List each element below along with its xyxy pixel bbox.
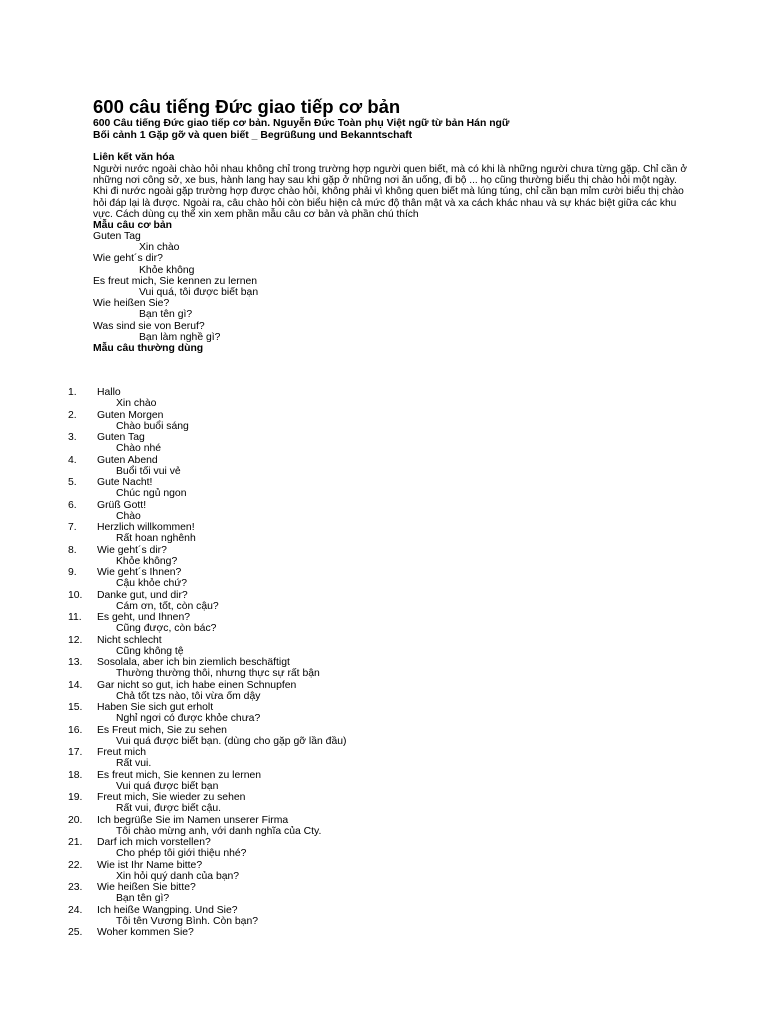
list-item-number: 15. — [68, 702, 83, 713]
list-item-german: Guten Abend — [97, 454, 158, 466]
list-item-number: 1. — [68, 387, 77, 398]
basic-phrase-german: Es freut mich, Sie kennen zu lernen — [93, 275, 258, 287]
list-item-number: 9. — [68, 567, 77, 578]
list-item-vietnamese: Rất hoan nghênh — [116, 533, 196, 545]
list-item-vietnamese: Vui quá được biết bạn — [116, 780, 219, 792]
list-item — [68, 455, 708, 478]
list-item-number: 3. — [68, 432, 77, 443]
list-item — [68, 680, 708, 703]
list-item-german: Freut mich, Sie wieder zu sehen — [97, 792, 246, 803]
list-item — [68, 545, 708, 568]
list-item-number: 19. — [68, 792, 83, 803]
list-item-vietnamese: Cậu khỏe chứ? — [116, 578, 188, 590]
list-item-german: Nicht schlecht — [97, 634, 162, 646]
list-item-number: 6. — [68, 499, 77, 511]
list-item-german: Hallo — [97, 387, 121, 398]
list-item-number: 24. — [68, 904, 83, 916]
list-item — [68, 657, 708, 680]
culture-heading: Liên kết văn hóa — [93, 152, 175, 163]
list-item-vietnamese: Rất vui, được biết cậu. — [116, 803, 222, 815]
list-item — [68, 702, 708, 725]
list-item-german: Sosolala, aber ich bin ziemlich beschäftigt — [97, 657, 290, 668]
list-item — [68, 635, 708, 658]
list-item-german: Guten Tag — [97, 432, 145, 443]
list-item-number: 5. — [68, 477, 77, 488]
culture-paragraph: Người nước ngoài chào hỏi nhau không chỉ trong trường hợp người quen biết, mà có khi là những người chưa từng gặp. Chỉ cần ở những nơi công sở, xe bus, hành lang hay sau khi gặp ở những nơi ăn uống, đi bộ ... họ cũng thường biểu thị chào hỏi một ngày. Khi đi nước ngoài gặp trường hợp được chào hỏi, không phải vì không quen biết mà lúng túng, chỉ cần bạn mỉm cười biểu thị chào hỏi đáp lại là được. Ngoài ra, câu chào hỏi còn biểu hiện cả mức độ thân mật và xa cách khác nhau và sự khác biệt giữa các khu vực. Cách dùng cụ thể xin xem phần mẫu câu cơ bản và phần chú thích — [93, 164, 688, 220]
list-item-number: 14. — [68, 679, 83, 691]
common-heading: Mẫu câu thường dùng — [93, 343, 204, 354]
list-item-number: 13. — [68, 657, 83, 668]
basic-phrase-german: Guten Tag — [93, 231, 141, 242]
list-item-german: Es Freut mich, Sie zu sehen — [97, 724, 227, 736]
list-item-number: 25. — [68, 927, 83, 938]
list-item-vietnamese: Chào nhé — [116, 443, 162, 455]
basic-phrase-german: Wie geht´s dir? — [93, 253, 163, 265]
list-item-number: 11. — [68, 612, 82, 623]
common-phrase-list — [68, 387, 708, 950]
list-item — [68, 927, 708, 950]
list-item-german: Ich begrüße Sie im Namen unserer Firma — [97, 814, 289, 826]
list-item-vietnamese: Nghỉ ngơi có được khỏe chưa? — [116, 713, 261, 725]
list-item-number: 20. — [68, 814, 83, 826]
list-item — [68, 432, 708, 455]
list-item-german: Es freut mich, Sie kennen zu lernen — [97, 769, 262, 781]
list-item — [68, 612, 708, 635]
list-item-number: 21. — [68, 837, 83, 848]
list-item — [68, 792, 708, 815]
list-item-number: 18. — [68, 769, 83, 781]
list-item-german: Wie geht´s dir? — [97, 544, 167, 556]
list-item-german: Gute Nacht! — [97, 477, 153, 488]
list-item-vietnamese: Tôi tên Vương Bình. Còn bạn? — [116, 915, 259, 927]
list-item-vietnamese: Chả tốt tzs nào, tôi vừa ốm dậy — [116, 690, 261, 702]
list-item-vietnamese: Xin hỏi quý danh của bạn? — [116, 870, 240, 882]
subtitle-context: Bối cảnh 1 Gặp gỡ và quen biết _ Begrüßung und Bekanntschaft — [93, 130, 413, 141]
basic-phrase-vietnamese: Bạn tên gì? — [139, 309, 193, 321]
basic-phrase-vietnamese: Khỏe không — [139, 264, 195, 276]
list-item — [68, 477, 708, 500]
list-item-german: Freut mich — [97, 747, 147, 758]
list-item — [68, 590, 708, 613]
list-item — [68, 905, 708, 928]
list-item-number: 2. — [68, 409, 77, 421]
list-item-vietnamese: Khỏe không? — [116, 555, 178, 567]
basic-phrase-german: Wie heißen Sie? — [93, 298, 170, 310]
list-item — [68, 387, 708, 410]
list-item-german: Grüß Gott! — [97, 499, 147, 511]
list-item-vietnamese: Xin chào — [116, 398, 157, 410]
list-item — [68, 567, 708, 590]
list-item — [68, 860, 708, 883]
list-item-vietnamese: Tôi chào mừng anh, với danh nghĩa của Cty. — [116, 825, 322, 837]
list-item — [68, 770, 708, 793]
list-item-vietnamese: Cám ơn, tốt, còn cậu? — [116, 600, 219, 612]
list-item-vietnamese: Chào — [116, 510, 141, 522]
page-title: 600 câu tiếng Đức giao tiếp cơ bản — [93, 96, 401, 117]
list-item-number: 12. — [68, 634, 83, 646]
list-item-number: 10. — [68, 589, 83, 601]
list-item-vietnamese: Cũng được, còn bác? — [116, 623, 217, 635]
list-item — [68, 882, 708, 905]
list-item-vietnamese: Buổi tối vui vẻ — [116, 465, 181, 477]
list-item-german: Wie ist Ihr Name bitte? — [97, 859, 203, 871]
basic-heading: Mẫu câu cơ bản — [93, 220, 172, 231]
list-item-german: Es geht, und Ihnen? — [97, 612, 191, 623]
basic-phrase-vietnamese: Xin chào — [139, 242, 180, 254]
list-item-german: Wie heißen Sie bitte? — [97, 882, 196, 893]
basic-phrase-list — [93, 231, 693, 343]
list-item-german: Guten Morgen — [97, 409, 164, 421]
list-item-vietnamese: Rất vui. — [116, 758, 152, 770]
list-item-german: Gar nicht so gut, ich habe einen Schnupfen — [97, 679, 297, 691]
list-item-german: Wie geht´s Ihnen? — [97, 567, 182, 578]
list-item-german: Herzlich willkommen! — [97, 522, 195, 533]
list-item — [68, 500, 708, 523]
list-item-number: 4. — [68, 454, 77, 466]
list-item-number: 8. — [68, 544, 77, 556]
list-item — [68, 815, 708, 838]
list-item-vietnamese: Cũng không tệ — [116, 645, 184, 657]
list-item — [68, 410, 708, 433]
list-item-german: Danke gut, und dir? — [97, 589, 188, 601]
list-item — [68, 837, 708, 860]
list-item-number: 23. — [68, 882, 83, 893]
list-item-vietnamese: Vui quá được biết bạn. (dùng cho gặp gỡ lần đầu) — [116, 735, 347, 747]
list-item-german: Haben Sie sich gut erholt — [97, 702, 214, 713]
basic-phrase-vietnamese: Bạn làm nghề gì? — [139, 331, 221, 343]
basic-phrase-german: Was sind sie von Beruf? — [93, 320, 205, 332]
list-item-vietnamese: Bạn tên gì? — [116, 893, 170, 905]
list-item-number: 7. — [68, 522, 77, 533]
list-item — [68, 522, 708, 545]
subtitle-source: 600 Câu tiếng Đức giao tiếp cơ bản. Nguyễn Đức Toàn phụ Việt ngữ từ bản Hán ngữ — [93, 118, 510, 129]
list-item — [68, 725, 708, 748]
basic-phrase-vietnamese: Vui quá, tôi được biết bạn — [139, 286, 259, 298]
list-item-number: 16. — [68, 724, 83, 736]
list-item — [68, 747, 708, 770]
list-item-number: 22. — [68, 859, 83, 871]
list-item-german: Ich heiße Wangping. Und Sie? — [97, 904, 238, 916]
list-item-vietnamese: Thường thường thôi, nhưng thực sự rất bận — [116, 668, 320, 680]
list-item-vietnamese: Chào buổi sáng — [116, 420, 189, 432]
list-item-number: 17. — [68, 747, 83, 758]
list-item-german: Darf ich mich vorstellen? — [97, 837, 211, 848]
list-item-vietnamese: Chúc ngủ ngon — [116, 488, 187, 500]
list-item-german: Woher kommen Sie? — [97, 927, 194, 938]
list-item-vietnamese: Cho phép tôi giới thiệu nhé? — [116, 848, 247, 860]
